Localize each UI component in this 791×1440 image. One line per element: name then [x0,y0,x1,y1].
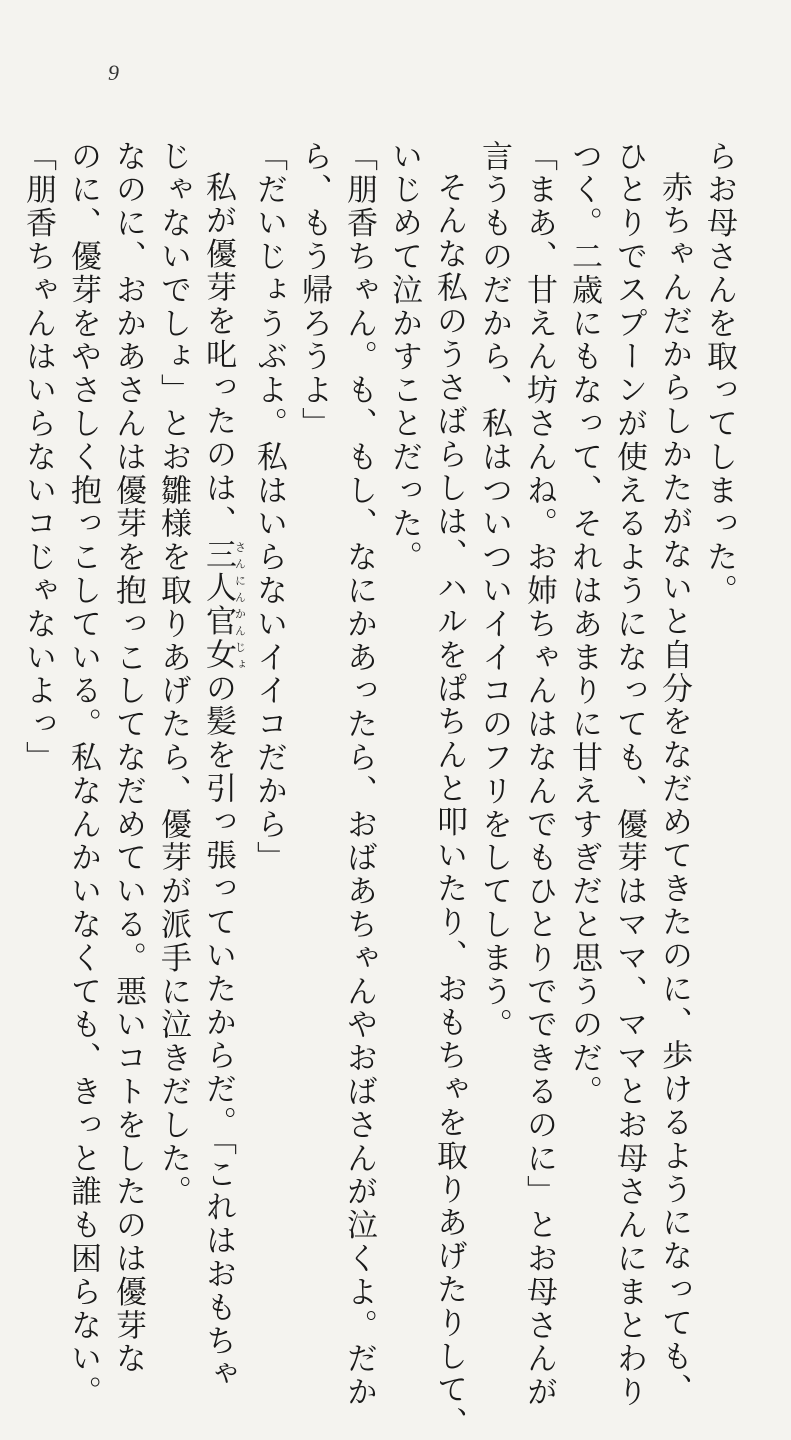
text-line: 「まあ、甘えん坊さんね。お姉ちゃんはなんでもひとりでできるのに」とお母さんが [521,140,557,1410]
ruby-base: 三人官女 [200,538,236,673]
text-line: 言うものだから、私はついついイイコのフリをしてしまう。 [476,140,512,1042]
text-line: つく。二歳にもなって、それはあまりに甘えすぎだと思うのだ。 [566,140,602,1109]
text-line: 「朋香ちゃん。も、もし、なにかあったら、おばあちゃんやおばさんが泣くよ。だか [341,140,377,1410]
vertical-text-body [15,140,741,1440]
text-line: 赤ちゃんだからしかたがないと自分をなだめてきたのに、歩けるようになっても、 [656,171,692,1407]
text-line: のに、優芽をやさしく抱っこしている。私なんかいなくても、きっと誰も困らない。 [65,140,101,1410]
text-line-with-ruby [195,140,247,1392]
text-line: 「だいじょうぶよ。私はいらないイイコだから」 [251,140,287,875]
text-line: らお母さんを取ってしまった。 [701,140,737,608]
text-segment: 私が優芽を叱ったのは、 [200,171,236,539]
text-line: いじめて泣かすことだった。 [386,140,422,575]
ruby-reading: さんにんかんじょ [233,538,247,673]
text-line: なのに、おかあさんは優芽を抱っこしてなだめている。悪いコトをしたのは優芽な [110,140,146,1376]
ruby-annotation [200,538,247,673]
text-line: 「朋香ちゃんはいらないコじゃないよっ」 [20,140,56,775]
text-line: ひとりでスプーンが使えるようになっても、優芽はママ、ママとお母さんにまとわり [611,140,647,1410]
text-line: そんな私のうさばらしは、ハルをぱちんと叩いたり、おもちゃを取りあげたりして、 [431,171,467,1440]
page-number: 9 [108,60,119,85]
text-segment: の髪を引っ張っていたからだ。「これはおもちゃ [200,672,236,1392]
text-line: じゃないでしょ」とお雛様を取りあげたら、優芽が派手に泣きだした。 [155,140,191,1209]
text-line: ら、もう帰ろうよ」 [296,140,332,441]
